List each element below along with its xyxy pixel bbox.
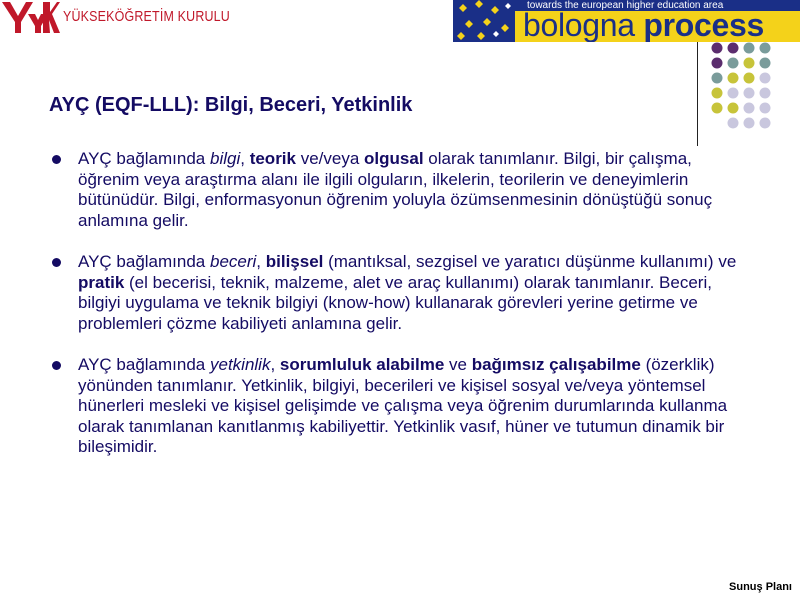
text-run: (özerklik) yönünden tanımlanır. Yetkinlik, bilgiyi, becerileri ve kişisel sosyal ve/veya yöntemsel hünerleri mesleki ve kişisel gelişimde ve çalışma veya öğrenim durumlarında kullanma olarak tanımlanan kanıtlanmış kabiliyettir. Yetkinlik vasıf, hüner ve tutumun dinamik bir bileşimidir. — [78, 355, 728, 456]
decorative-dot — [712, 43, 723, 54]
bullet-dot-icon — [52, 155, 61, 164]
bullet-dot-icon — [52, 258, 61, 267]
bologna-name-band — [515, 7, 800, 42]
decorative-dot — [712, 58, 723, 69]
bologna-name — [523, 8, 764, 42]
text-run: ve/veya — [295, 149, 365, 168]
bologna-name-bold: process — [643, 7, 765, 42]
bold-term: olgusal — [364, 149, 424, 168]
decorative-dot — [728, 103, 739, 114]
text-run: (mantıksal, sezgisel ve yaratıcı düşünme kullanımı) ve — [323, 252, 737, 271]
bologna-stars-icon — [453, 0, 515, 42]
decorative-dot — [744, 73, 755, 84]
text-run: olarak tanımlanır. Bilgi, bir çalışma, öğrenim veya araştırma alanı ile ilgili olguların, ilkelerin, teorilerin ve deneyimlerin bütünüdür. Bilgi, enformasyonun öğrenim yoluyla özümsenmesinin dönüştüğü sonuç anlamına gelir. — [78, 149, 713, 230]
text-run: , — [256, 252, 266, 271]
decorative-dot — [760, 43, 771, 54]
decorative-dot — [744, 43, 755, 54]
presentation-plan-link[interactable]: Sunuş Planı — [729, 581, 792, 593]
decorative-dot — [744, 58, 755, 69]
bold-term: teorik — [249, 149, 296, 168]
italic-term: yetkinlik — [209, 355, 271, 374]
text-run: (el becerisi, teknik, malzeme, alet ve araç kullanımı) olarak tanımlanır. Beceri, bilgiyi uygulama ve teknik bilgiyi (know-how) kullanarak görevleri yerine getirme ve problemleri çözme kabiliyeti anlamına gelir. — [78, 272, 712, 333]
bullet-item-knowledge — [49, 149, 754, 231]
text-run: , — [240, 149, 250, 168]
yok-emblem-icon — [2, 0, 60, 34]
bullet-text — [78, 149, 754, 231]
text-run: ve — [444, 355, 472, 374]
decorative-dot — [744, 103, 755, 114]
bullet-text — [78, 252, 754, 334]
decorative-dot — [744, 118, 755, 129]
decorative-dot — [760, 103, 771, 114]
decorative-dot — [712, 103, 723, 114]
decorative-dot — [728, 73, 739, 84]
slide-title: AYÇ (EQF-LLL): Bilgi, Beceri, Yetkinlik — [49, 94, 413, 116]
text-run: AYÇ bağlamında — [78, 355, 210, 374]
decorative-dot — [760, 88, 771, 99]
italic-term: bilgi — [209, 149, 241, 168]
bologna-process-logo — [453, 0, 800, 42]
bologna-tagline: towards the european higher education area — [527, 0, 724, 11]
text-run: AYÇ bağlamında — [78, 149, 210, 168]
yok-logo — [0, 0, 240, 36]
decorative-dot — [728, 58, 739, 69]
bold-term: bağımsız çalışabilme — [471, 355, 641, 374]
decorative-dot — [728, 118, 739, 129]
bullet-list — [49, 149, 754, 458]
decorative-dot — [744, 88, 755, 99]
decorative-dot — [712, 73, 723, 84]
bold-term: pratik — [78, 272, 125, 292]
bullet-item-competence — [49, 355, 754, 458]
bologna-name-light: bologna — [523, 7, 644, 42]
decorative-dot — [760, 118, 771, 129]
bold-term: bilişsel — [265, 252, 324, 271]
decorative-dot — [760, 58, 771, 69]
italic-term: beceri — [209, 252, 257, 271]
decorative-dot — [760, 73, 771, 84]
decorative-dots — [707, 40, 779, 130]
bullet-item-skill — [49, 252, 754, 334]
text-run: AYÇ bağlamında — [78, 252, 210, 271]
bullet-dot-icon — [52, 361, 61, 370]
vertical-divider — [697, 42, 698, 146]
decorative-dot — [728, 43, 739, 54]
text-run: , — [270, 355, 280, 374]
bullet-text — [78, 355, 754, 458]
yok-logo-text: YÜKSEKÖĞRETİM KURULU — [63, 9, 230, 25]
decorative-dot — [728, 88, 739, 99]
decorative-dot — [712, 88, 723, 99]
bold-term: sorumluluk alabilme — [279, 355, 445, 374]
